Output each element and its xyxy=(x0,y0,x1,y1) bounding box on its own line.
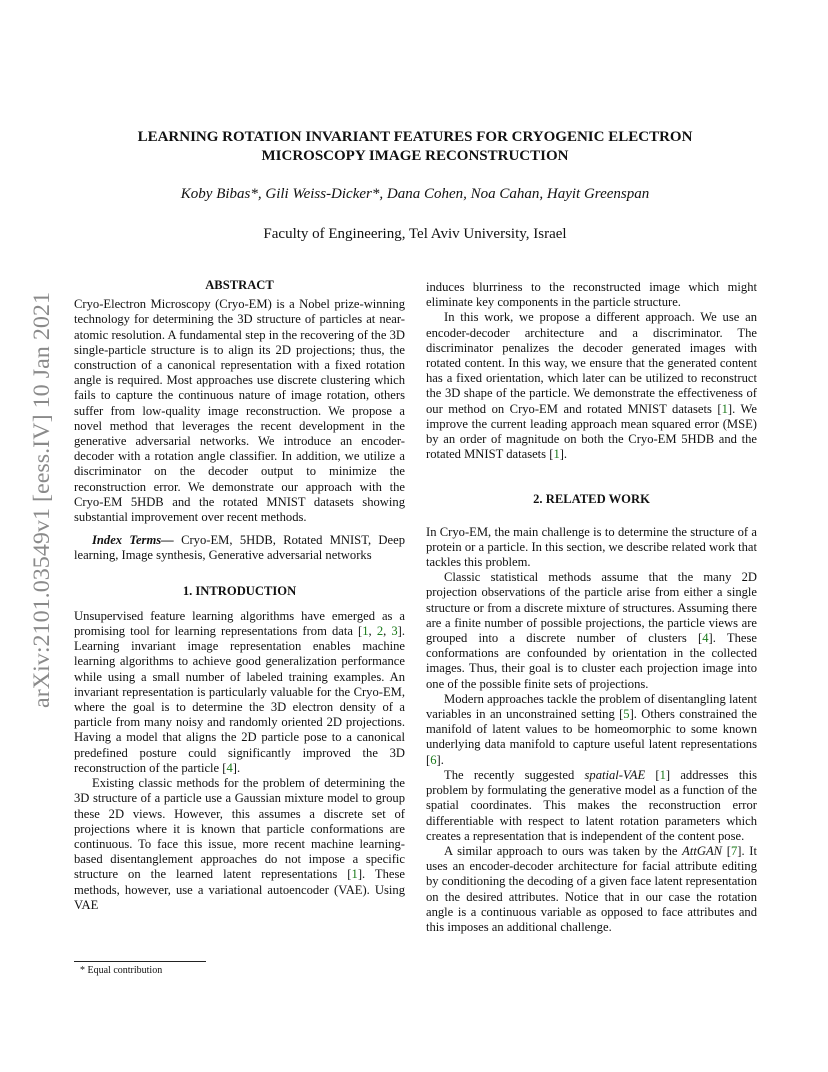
intro-p3-end: ]. xyxy=(559,447,568,462)
citation-link[interactable]: 3 xyxy=(391,624,398,639)
author-list: Koby Bibas*, Gili Weiss-Dicker*, Dana Cohen, Noa Cahan, Hayit Greenspan xyxy=(180,186,650,202)
citation-link[interactable]: 6 xyxy=(430,752,437,767)
abstract-heading: ABSTRACT xyxy=(205,278,274,292)
related-p5-bracket: [ xyxy=(722,843,731,858)
index-terms xyxy=(74,533,405,563)
title-line-2: MICROSCOPY IMAGE RECONSTRUCTION xyxy=(261,148,569,164)
paper-title xyxy=(90,128,740,166)
related-paragraph-5 xyxy=(426,844,757,935)
citation-link[interactable]: 1 xyxy=(362,624,369,639)
intro-paragraph-2-continued: induces blurriness to the reconstructed image which might eliminate key components in the particle structure. xyxy=(426,280,757,310)
related-p3-end: ]. xyxy=(436,752,444,767)
citation-link[interactable]: 4 xyxy=(226,760,233,775)
intro-p2-text-a: Existing classic methods for the problem of determining the 3D structure of a particle use a Gaussian mixture model to group these 2D views. However, this assumes a discrete set of projections where it is known that particle conformations are continuous. To face this issue, more recent machine learning-based disentanglement approaches do not impose a specific structure on the learned latent representations [ xyxy=(74,776,405,882)
related-paragraph-4 xyxy=(426,768,757,844)
related-p2-text-b: ]. These conformations are confounded by orientation in the collected images. Thus, their goal is to cluster each projection image into one of the possible finite sets of projections. xyxy=(426,631,757,691)
intro-paragraph-1: Unsupervised feature learning algorithms have emerged as a promising tool for learning representations from data [1, 2, 3]. Learning invariant image representation enables machine learning algorithms to achieve good generalization performance while using a small number of labeled training examples. An invariant representation is particularly valuable for the Cryo-EM, where the goal is to determine the 3D electron density of a particle from many noisy and randomly oriented 2D projections. Having a model that aligns the 2D particle pose to a canonical predefined posture could significantly improved the 3D reconstruction of the particle [4]. xyxy=(74,608,406,775)
citation-link[interactable]: 7 xyxy=(730,843,738,858)
footnote-equal-contribution: * Equal contribution xyxy=(80,965,163,976)
citation-link[interactable]: 1 xyxy=(659,767,666,782)
intro-p1-text-a: Unsupervised feature learning algorithms have emerged as a promising tool for learning representations from data [ xyxy=(74,608,405,639)
index-terms-label: Index Terms— xyxy=(92,533,174,548)
citation-link[interactable]: 1 xyxy=(721,401,728,416)
related-p2-text-a: Classic statistical methods assume that the many 2D projection observations of the particle arise from either a single structure or from a discrete mixture of structures. Assuming there are a finite number of possible projections, the particle views are grouped into a discrete number of clusters [ xyxy=(426,570,757,646)
related-work-heading: 2. RELATED WORK xyxy=(533,492,650,507)
related-p4-text-b: ] addresses this problem by formulating the generative model as a function of the spatial coordinates. This makes the reconstruction error differentiable with respect to latent rotation parameters which creates a representation that is independent of the content pose. xyxy=(426,767,758,843)
related-p4-text-a: The recently suggested xyxy=(444,767,585,782)
citation-link[interactable]: 1 xyxy=(553,447,560,462)
citation-link[interactable]: 4 xyxy=(702,631,709,646)
related-p4-bracket: [ xyxy=(645,767,660,782)
related-p5-text-b: ]. It uses an encoder-decoder architecture for facial attribute editing by conditioning the decoding of a given face latent representation on the desired attributes. Notice that in our case the rotation angle is a continuous variable as opposed to face attributes and this imposes an additional challenge. xyxy=(426,843,758,934)
intro-paragraph-3 xyxy=(426,310,757,462)
arxiv-stamp-svg xyxy=(18,290,58,710)
spatial-vae-term: spatial-VAE xyxy=(584,767,646,782)
attgan-term: AttGAN xyxy=(682,843,723,858)
citation-link[interactable]: 2 xyxy=(376,624,384,639)
intro-p3-text-b: ]. We improve the current leading approach mean squared error (MSE) by an order of magnitude on both the Cryo-EM 5HDB and the rotated MNIST datasets [ xyxy=(426,401,758,462)
title-line-1: LEARNING ROTATION INVARIANT FEATURES FOR CRYOGENIC ELECTRON xyxy=(137,129,693,145)
index-terms-text: Cryo-EM, 5HDB, Rotated MNIST, Deep learning, Image synthesis, Generative adversarial networks xyxy=(74,533,405,563)
footnote-rule xyxy=(74,961,206,962)
left-column xyxy=(74,278,405,913)
abstract-text: Cryo-Electron Microscopy (Cryo-EM) is a Nobel prize-winning technology for determining the 3D structure of particles at near-atomic resolution. A fundamental step in the recovering of the 3D single-particle structure is to align its 2D projections; thus, the construction of a canonical representation with a fixed rotation angle is required. Most approaches use discrete clustering which fails to capture the continuous nature of image rotation, others suffer from low-quality image reconstruction. We propose a novel method that leverages the recent development in the generative adversarial networks. We introduce an encoder-decoder with a rotation angle classifier. In addition, we utilize a discriminator on the decoder output to minimize the reconstruction error. We demonstrate our approach with the Cryo-EM 5HDB and the rotated MNIST datasets showing substantial improvement over recent methods. xyxy=(74,297,405,525)
citation-link[interactable]: 1 xyxy=(351,867,358,882)
related-p5-text-a: A similar approach to ours was taken by the xyxy=(444,843,683,858)
intro-heading: 1. INTRODUCTION xyxy=(182,583,297,598)
arxiv-identifier-stamp xyxy=(18,290,58,710)
right-column xyxy=(426,280,757,935)
intro-paragraph-2 xyxy=(74,776,405,913)
related-paragraph-1: In Cryo-EM, the main challenge is to determine the structure of a protein or a particle. In this section, we describe related work that tackles this problem. xyxy=(426,524,757,570)
affiliation: Faculty of Engineering, Tel Aviv University, Israel xyxy=(263,226,567,242)
citation-link[interactable]: 5 xyxy=(623,707,630,722)
related-p3-text-a: Modern approaches tackle the problem of disentangling latent variables in an unconstrained setting [ xyxy=(426,691,757,722)
intro-p1-text-b: ]. Learning invariant image representation enables machine learning algorithms to achieve good generalization performance while using a small number of labeled training examples. An invariant representation is particularly valuable for the Cryo-EM, where the goal is to determine the 3D electron density of a particle from many noisy and randomly oriented 2D projections. Having a model that aligns the 2D particle pose to a canonical predefined posture could significantly improved the 3D reconstruction of the particle [ xyxy=(74,624,406,775)
related-paragraph-2 xyxy=(426,570,757,692)
related-p3-text-b: ]. Others constrained the manifold of latent values to be homeomorphic to some known underlying data manifold to capture useful latent representations [ xyxy=(426,707,757,767)
intro-p1-end: ]. xyxy=(232,760,241,775)
intro-p3-text-a: In this work, we propose a different approach. We use an encoder-decoder architecture and a discriminator. The discriminator penalizes the decoder generated images with rotated content. In this way, we ensure that the generated content has a fixed orientation, which later can be utilized to reconstruct the 3D shape of the particle. We demonstrate the effectiveness of our method on Cryo-EM and rotated MNIST datasets [ xyxy=(426,310,757,416)
intro-p2-text-b: ]. These methods, however, use a variational autoencoder (VAE). Using VAE xyxy=(74,867,405,912)
arxiv-stamp-text: arXiv:2101.03549v1 [eess.IV] 10 Jan 2021 xyxy=(29,302,55,708)
related-paragraph-3 xyxy=(426,692,757,768)
